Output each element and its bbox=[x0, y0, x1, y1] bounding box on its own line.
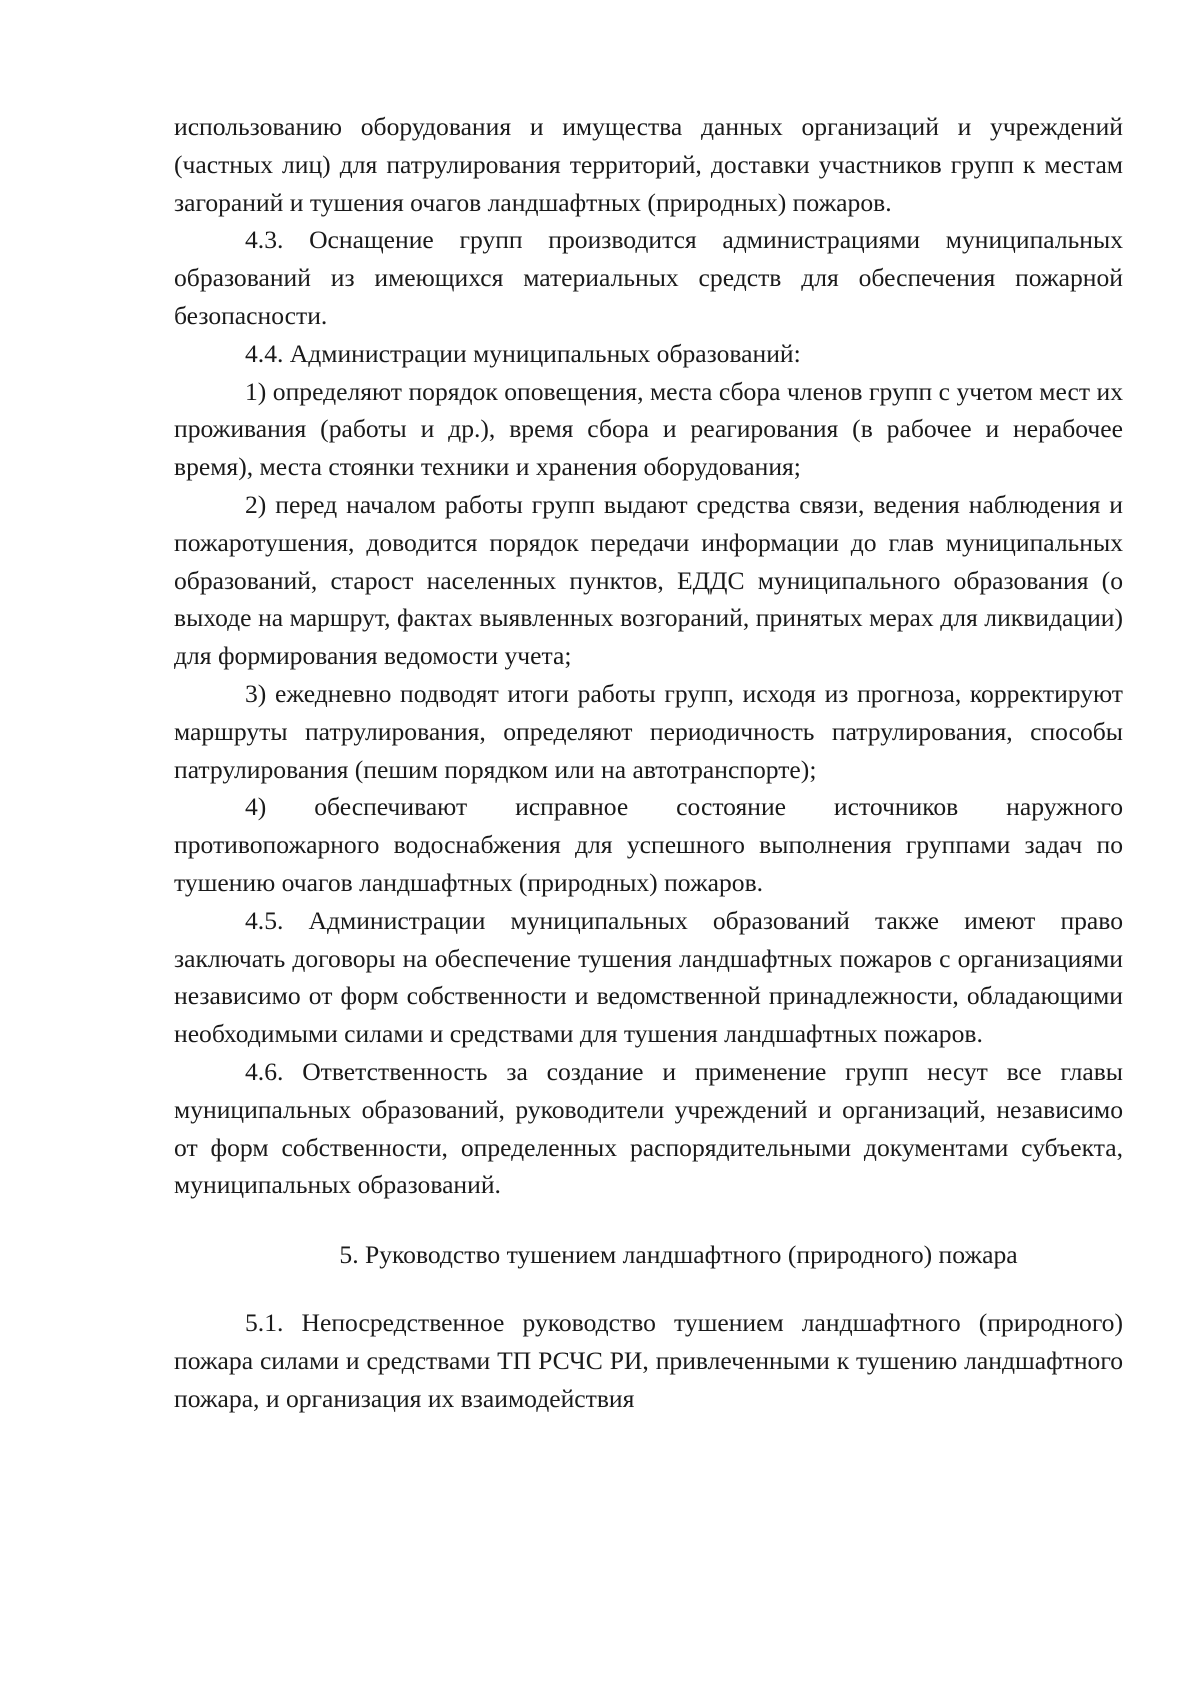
paragraph-4-5: 4.5. Администрации муниципальных образований также имеют право заключать договоры на обеспечение тушения ландшафтных пожаров с организациями независимо от форм собственности и ведомственной принадлежности, обладающими необходимыми силами и средствами для тушения ландшафтных пожаров. bbox=[174, 905, 1123, 1049]
paragraph-5-1: 5.1. Непосредственное руководство тушением ландшафтного (природного) пожара силами и средствами ТП РСЧС РИ, привлеченными к тушению ландшафтного пожара, и организация их взаимодействия bbox=[174, 1307, 1123, 1413]
document-page bbox=[174, 108, 1123, 1417]
paragraph-4-3: 4.3. Оснащение групп производится администрациями муниципальных образований из имеющихся материальных средств для обеспечения пожарной безопасности. bbox=[174, 225, 1123, 330]
paragraph-4-4-item-3: 3) ежедневно подводят итоги работы групп, исходя из прогноза, корректируют маршруты патрулирования, определяют периодичность патрулирования, способы патрулирования (пешим порядком или на автотранспорте); bbox=[174, 678, 1123, 784]
section-5-heading: 5. Руководство тушением ландшафтного (природного) пожара bbox=[339, 1240, 1018, 1270]
paragraph-4-4-item-2: 2) перед началом работы групп выдают средства связи, ведения наблюдения и пожаротушения, доводится порядок передачи информации до глав муниципальных образований, старост населенных пунктов, ЕДДС муниципального образования (о выходе на маршрут, фактах выявленных возгораний, принятых мерах для ликвидации) для формирования ведомости учета; bbox=[174, 489, 1123, 671]
paragraph-4-6: 4.6. Ответственность за создание и применение групп несут все главы муниципальных образований, руководители учреждений и организаций, независимо от форм собственности, определенных распорядительными документами субъекта, муниципальных образований. bbox=[174, 1056, 1123, 1200]
paragraph-4-4: 4.4. Администрации муниципальных образований: bbox=[245, 338, 801, 368]
paragraph-4-4-item-4: 4) обеспечивают исправное состояние источников наружного противопожарного водоснабжения для успешного выполнения группами задач по тушению очагов ландшафтных (природных) пожаров. bbox=[174, 792, 1123, 897]
paragraph-4-4-item-1: 1) определяют порядок оповещения, места сбора членов групп с учетом мест их проживания (работы и др.), время сбора и реагирования (в рабочее и нерабочее время), места стоянки техники и хранения оборудования; bbox=[174, 376, 1123, 482]
paragraph-continuation: использованию оборудования и имущества данных организаций и учреждений (частных лиц) для патрулирования территорий, доставки участников групп к местам загораний и тушения очагов ландшафтных (природных) пожаров. bbox=[174, 112, 1123, 217]
